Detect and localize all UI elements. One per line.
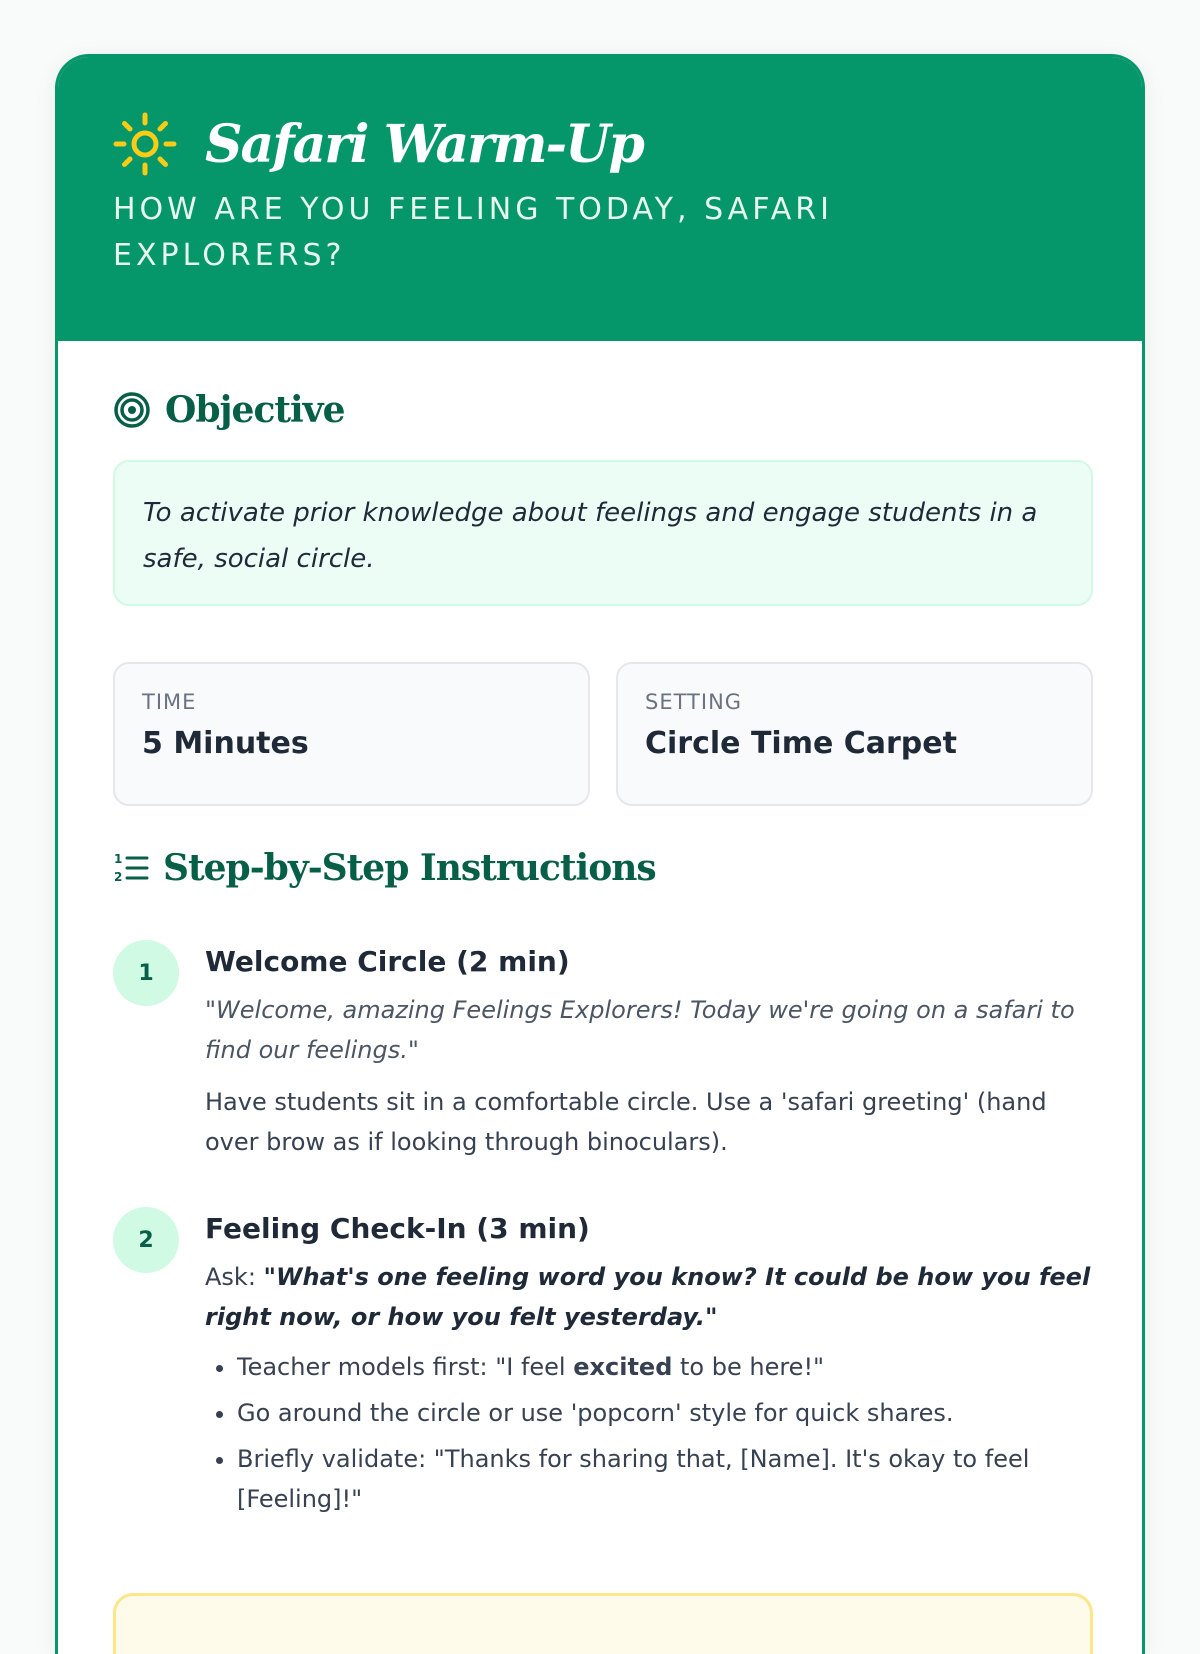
numbered-list-icon <box>113 850 149 886</box>
step-1-quote: "Welcome, amazing Feelings Explorers! Today we're going on a safari to find our feelings." <box>205 996 1075 1064</box>
time-info-box <box>113 662 590 806</box>
ask-quote: "What's one feeling word you know? It could be how you feel right now, or how you felt yesterday." <box>205 1263 1091 1331</box>
card-header <box>58 57 1142 341</box>
step-2-ask <box>205 1257 1095 1337</box>
page-subtitle: HOW ARE YOU FEELING TODAY, SAFARI EXPLORERS? <box>113 192 833 273</box>
step-1-description: Have students sit in a comfortable circle. Use a 'safari greeting' (hand over brow as if looking through binoculars). <box>205 1088 1047 1156</box>
warm-up-card <box>55 54 1145 1654</box>
step-1-title: Welcome Circle (2 min) <box>205 945 570 978</box>
tip-box <box>113 1593 1093 1654</box>
setting-value: Circle Time Carpet <box>645 726 957 761</box>
target-icon <box>113 391 151 429</box>
objective-heading <box>113 389 345 431</box>
sun-icon <box>113 112 177 176</box>
bullet-text-end: to be here!" <box>672 1353 825 1381</box>
step-number-badge: 1 <box>113 940 179 1006</box>
time-label: TIME <box>142 690 197 714</box>
page-title: Safari Warm-Up <box>205 113 643 175</box>
list-item: • Briefly validate: "Thanks for sharing that, [Name]. It's okay to feel [Feeling]!" <box>237 1439 1095 1519</box>
step-2-body <box>205 1207 1095 1525</box>
svg-text:2: 2 <box>114 870 122 884</box>
setting-info-box <box>616 662 1093 806</box>
objective-heading-label: Objective <box>165 389 345 431</box>
setting-label: SETTING <box>645 690 743 714</box>
step-1-body <box>205 940 1095 1162</box>
instructions-heading <box>113 847 656 889</box>
list-item: • Go around the circle or use 'popcorn' style for quick shares. <box>237 1393 1095 1433</box>
objective-text: To activate prior knowledge about feelings and engage students in a safe, social circle. <box>113 460 1093 606</box>
bullet-text: Teacher models first: "I feel <box>237 1353 574 1381</box>
time-value: 5 Minutes <box>142 726 309 761</box>
step-2-title: Feeling Check-In (3 min) <box>205 1212 590 1245</box>
title-row <box>113 109 1087 179</box>
ask-prefix: Ask: <box>205 1263 256 1291</box>
list-item <box>237 1347 1095 1387</box>
svg-text:1: 1 <box>114 852 122 866</box>
instructions-heading-label: Step-by-Step Instructions <box>163 847 656 889</box>
bullet-emphasis: excited <box>573 1353 673 1381</box>
step-number-badge: 2 <box>113 1207 179 1273</box>
step-2-bullets <box>205 1347 1095 1519</box>
